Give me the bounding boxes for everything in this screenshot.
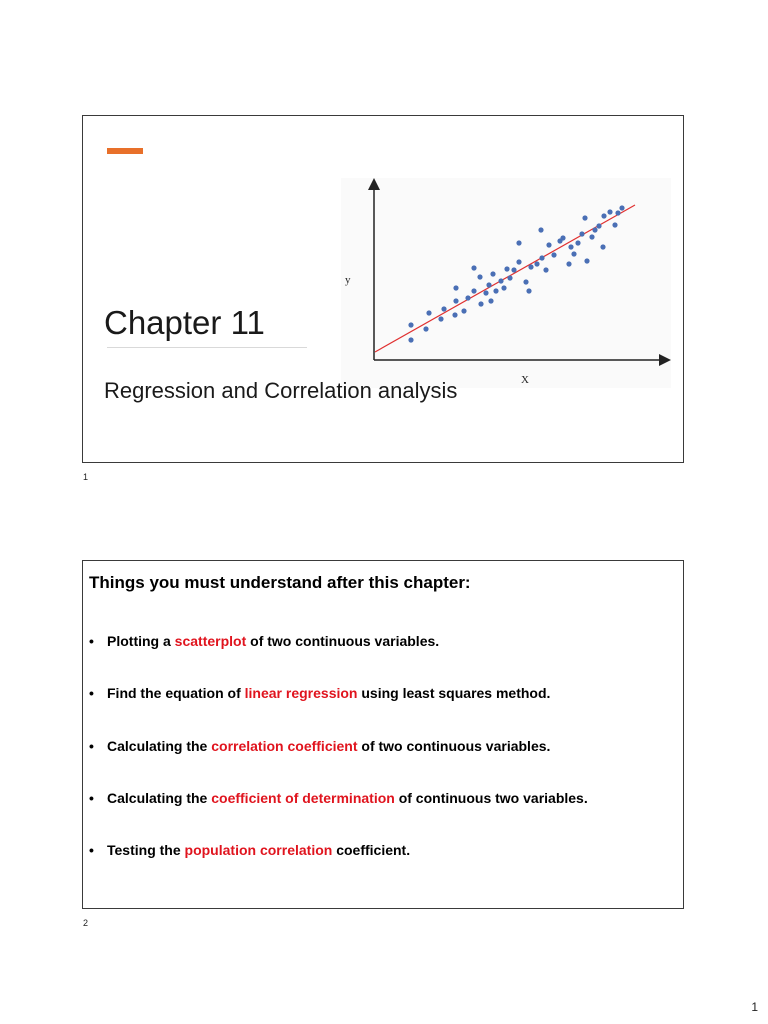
scatter-point xyxy=(493,288,498,293)
highlight-term: coefficient of determination xyxy=(211,790,395,806)
scatter-point xyxy=(453,298,458,303)
regression-line xyxy=(375,205,635,352)
scatter-point xyxy=(477,274,482,279)
scatter-point xyxy=(408,322,413,327)
scatter-point xyxy=(426,310,431,315)
list-item: • Testing the population correlation coefficient. xyxy=(89,842,411,858)
scatter-point xyxy=(488,298,493,303)
scatter-point xyxy=(507,275,512,280)
scatter-point xyxy=(423,326,428,331)
slide-number: 2 xyxy=(83,918,89,928)
scatter-point xyxy=(568,244,573,249)
scatter-point xyxy=(543,267,548,272)
highlight-term: correlation coefficient xyxy=(211,738,358,754)
y-axis-label: y xyxy=(345,274,351,286)
scatter-point xyxy=(511,267,516,272)
scatterplot-svg xyxy=(341,178,671,388)
scatter-point xyxy=(539,255,544,260)
page-number: 1 xyxy=(751,1000,758,1014)
scatter-point xyxy=(461,308,466,313)
scatter-point xyxy=(584,258,589,263)
scatter-point xyxy=(516,259,521,264)
slide-1 xyxy=(82,115,684,463)
scatter-point xyxy=(465,295,470,300)
accent-bar xyxy=(107,148,143,154)
scatter-point xyxy=(478,301,483,306)
scatter-point xyxy=(534,261,539,266)
slide-title: Chapter 11 xyxy=(104,304,265,341)
scatter-point xyxy=(589,234,594,239)
slide-2 xyxy=(82,560,684,909)
scatter-point xyxy=(498,278,503,283)
highlight-term: population correlation xyxy=(184,842,333,858)
scatter-point xyxy=(408,337,413,342)
scatter-point xyxy=(560,235,565,240)
scatter-point xyxy=(490,271,495,276)
slide-heading: Things you must understand after this chapter: xyxy=(89,573,471,592)
scatter-point xyxy=(504,266,509,271)
scatter-point xyxy=(441,306,446,311)
slide-subtitle: Regression and Correlation analysis xyxy=(104,378,458,403)
highlight-term: linear regression xyxy=(244,685,358,701)
scatter-point xyxy=(596,223,601,228)
scatter-point xyxy=(516,240,521,245)
scatter-point xyxy=(607,209,612,214)
scatter-point xyxy=(526,288,531,293)
scatter-point xyxy=(619,205,624,210)
scatter-point xyxy=(571,251,576,256)
scatter-point xyxy=(486,282,491,287)
title-divider xyxy=(107,347,307,348)
list-item: • Calculating the coefficient of determination of continuous two variables. xyxy=(89,790,588,806)
scatter-point xyxy=(538,227,543,232)
scatterplot-figure xyxy=(341,178,671,388)
scatter-point xyxy=(483,290,488,295)
scatter-point xyxy=(523,279,528,284)
scatter-point xyxy=(566,261,571,266)
scatter-point xyxy=(575,240,580,245)
list-item: • Calculating the correlation coefficient of two continuous variables. xyxy=(89,738,551,754)
scatter-point xyxy=(592,227,597,232)
list-item: • Plotting a scatterplot of two continuous variables. xyxy=(89,633,440,649)
slide-number: 1 xyxy=(83,472,89,482)
scatter-point xyxy=(615,210,620,215)
scatter-point xyxy=(528,264,533,269)
scatter-point xyxy=(601,213,606,218)
scatter-point xyxy=(612,222,617,227)
scatter-point xyxy=(501,285,506,290)
scatter-point xyxy=(546,242,551,247)
highlight-term: scatterplot xyxy=(174,633,247,649)
x-axis-label: X xyxy=(521,374,529,386)
scatter-point xyxy=(551,252,556,257)
scatter-point xyxy=(600,244,605,249)
scatter-point xyxy=(452,312,457,317)
list-item: • Find the equation of linear regression using least squares method. xyxy=(89,685,551,701)
scatter-point xyxy=(579,231,584,236)
scatter-point xyxy=(453,285,458,290)
scatter-point xyxy=(471,265,476,270)
scatter-point xyxy=(438,316,443,321)
scatter-point xyxy=(582,215,587,220)
scatter-point xyxy=(471,288,476,293)
